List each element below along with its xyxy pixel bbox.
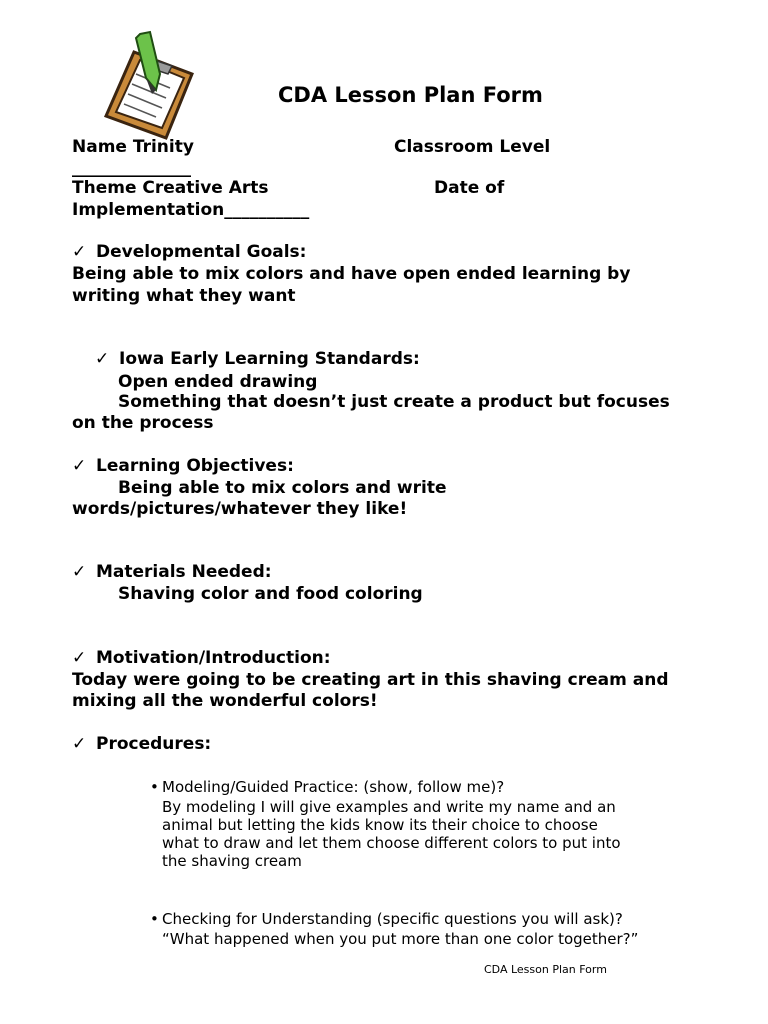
motivation-text: mixing all the wonderful colors! — [72, 691, 378, 711]
bullet-icon: • — [150, 778, 159, 796]
iowa-standards-text: on the process — [72, 413, 214, 433]
name-field: Name Trinity — [72, 137, 194, 157]
classroom-level-label: Classroom Level — [394, 137, 551, 157]
date-of-label: Date of — [434, 178, 505, 198]
modeling-heading: • Modeling/Guided Practice: (show, follow me)? — [150, 778, 505, 796]
materials-text: Shaving color and food coloring — [118, 584, 423, 604]
understanding-text: “What happened when you put more than one color together?” — [162, 930, 639, 948]
iowa-standards-text: Something that doesn’t just create a product but focuses — [118, 392, 670, 412]
developmental-goals-heading: ✓ Developmental Goals: — [72, 242, 307, 262]
motivation-text: Today were going to be creating art in this shaving cream and — [72, 670, 669, 690]
materials-heading: ✓ Materials Needed: — [72, 562, 272, 582]
developmental-goals-text: writing what they want — [72, 286, 296, 306]
theme-field: Theme Creative Arts — [72, 178, 269, 198]
learning-objectives-text: Being able to mix colors and write — [118, 478, 447, 498]
procedures-heading: ✓ Procedures: — [72, 734, 212, 754]
checkmark-icon: ✓ — [95, 349, 110, 369]
checkmark-icon: ✓ — [72, 562, 87, 582]
page-footer: CDA Lesson Plan Form — [484, 963, 607, 976]
modeling-text: the shaving cream — [162, 852, 302, 870]
checkmark-icon: ✓ — [72, 242, 87, 262]
name-underline: ______________ — [72, 158, 191, 178]
motivation-heading: ✓ Motivation/Introduction: — [72, 648, 331, 668]
clipboard-pencil-icon — [96, 30, 200, 142]
page-title: CDA Lesson Plan Form — [278, 83, 543, 107]
iowa-standards-heading: ✓ Iowa Early Learning Standards: — [95, 349, 420, 369]
modeling-text: animal but letting the kids know its their choice to choose — [162, 816, 598, 834]
modeling-text: what to draw and let them choose different colors to put into — [162, 834, 621, 852]
modeling-text: By modeling I will give examples and write my name and an — [162, 798, 616, 816]
iowa-standards-text: Open ended drawing — [118, 372, 318, 392]
checkmark-icon: ✓ — [72, 456, 87, 476]
checkmark-icon: ✓ — [72, 734, 87, 754]
checkmark-icon: ✓ — [72, 648, 87, 668]
bullet-icon: • — [150, 910, 159, 928]
understanding-heading: • Checking for Understanding (specific questions you will ask)? — [150, 910, 623, 928]
learning-objectives-text: words/pictures/whatever they like! — [72, 499, 408, 519]
implementation-field: Implementation__________ — [72, 200, 310, 220]
learning-objectives-heading: ✓ Learning Objectives: — [72, 456, 294, 476]
developmental-goals-text: Being able to mix colors and have open ended learning by — [72, 264, 631, 284]
